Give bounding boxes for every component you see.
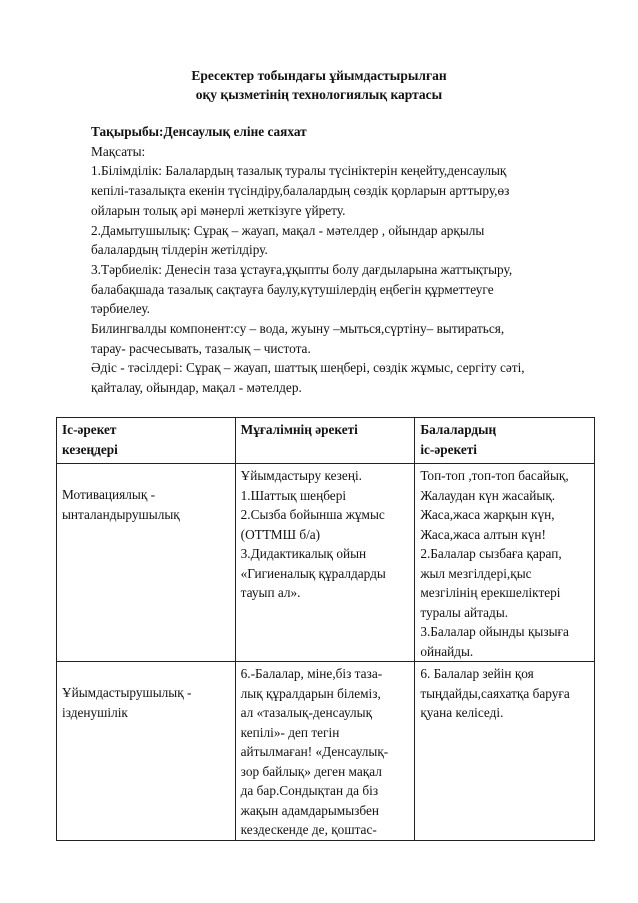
cell-line: 6.-Балалар, міне,біз таза- xyxy=(240,666,383,681)
intro-line: 2.Дамытушылық: Сұрақ – жауап, мақал - мәтелдер , ойындар арқылы xyxy=(91,222,485,238)
intro-line: балалардың тілдерін жетілдіру. xyxy=(91,242,268,258)
cell-line: Жаса,жаса алтын күн! xyxy=(420,526,546,542)
title-line-1: Ересектер тобындағы ұйымдастырылған xyxy=(191,68,447,83)
header-children-actions xyxy=(415,418,595,464)
cell-line: Ұйымдастыру кезеңі. xyxy=(240,468,362,483)
cell-line: кездескенде де, қоштас- xyxy=(240,822,377,837)
cell-line: ал «тазалық-денсаулық xyxy=(240,705,373,720)
intro-line: 1.Білімділік: Балалардың тазалық туралы түсініктерін кеңейту,денсаулық xyxy=(91,163,507,179)
cell-line: туралы айтады. xyxy=(420,604,509,620)
header-text: Мұғалімнің әрекеті xyxy=(240,422,358,437)
header-stages xyxy=(57,418,236,464)
header-text: Балалардың xyxy=(420,422,497,437)
stage-line: Мотивациялық - xyxy=(62,487,156,502)
header-text: іс-әрекеті xyxy=(420,441,477,457)
children-cell xyxy=(415,662,595,841)
intro-line: Әдіс - тәсілдері: Сұрақ – жауап, шаттық шеңбері, сөздік жұмыс, сергіту сәті, xyxy=(91,360,525,376)
stage-line: ізденушілік xyxy=(62,704,128,720)
cell-line: тыңдайды,саяхатқа баруға xyxy=(420,685,570,701)
intro-line: Билингвалды компонент:су – вода, жуыну –мыться,сүртіну– вытираться, xyxy=(91,321,505,337)
header-teacher-actions xyxy=(235,418,415,464)
intro-line: кепілі-тазалықта екенін түсіндіру,балалардың сөздік қорларын арттыру,өз xyxy=(91,183,510,199)
intro-line: балабақшада тазалық сақтауға баулу,күтушілердің еңбегін құрметтеуге xyxy=(91,281,494,297)
cell-line: зор байлық» деген мақал xyxy=(240,763,382,779)
stage-line: ынталандырушылық xyxy=(62,506,180,522)
intro-line: тарау- расчесывать, тазалық – чистота. xyxy=(91,340,311,356)
cell-line: ойнайды. xyxy=(420,643,474,659)
cell-line: Топ-топ ,топ-топ басайық, xyxy=(420,468,569,483)
cell-line: мезгілінің ерекшеліктері xyxy=(420,585,561,600)
teacher-cell xyxy=(235,662,415,841)
intro-line: 3.Тәрбиелік: Денесін таза ұстауға,ұқыпты болу дағдыларына жаттықтыру, xyxy=(91,261,513,277)
cell-line: Жалаудан күн жасайық. xyxy=(420,487,556,503)
cell-line: кепілі»- деп тегін xyxy=(240,724,340,740)
header-text: Іс-әрекет xyxy=(62,422,117,437)
cell-line: 1.Шаттық шеңбері xyxy=(240,487,347,503)
table-row xyxy=(57,464,595,662)
cell-line: (ОТТМШ б/а) xyxy=(240,526,321,542)
cell-line: тауып ал». xyxy=(240,585,301,600)
cell-line: Жаса,жаса жарқын күн, xyxy=(420,507,555,522)
cell-line: айтылмаған! «Денсаулық- xyxy=(240,744,389,759)
document-title xyxy=(0,66,638,104)
cell-line: лық құралдарын білеміз, xyxy=(240,685,381,701)
intro-line: ойларын толық әрі мәнерлі жеткізуге үйрету. xyxy=(91,202,346,218)
stage-text xyxy=(62,664,231,722)
stage-line: Ұйымдастырушылық - xyxy=(62,685,192,700)
cell-line: 2.Сызба бойынша жұмыс xyxy=(240,507,385,522)
cell-line: жыл мезгілдері,қыс xyxy=(420,565,532,581)
cell-line: 2.Балалар сызбаға қарап, xyxy=(420,546,562,561)
topic-line: Тақырыбы:Денсаулық еліне саяхат xyxy=(91,124,307,139)
intro-line: тәрбиелеу. xyxy=(91,301,150,317)
lesson-intro xyxy=(91,122,591,398)
technology-card-table xyxy=(56,417,595,841)
header-text: кезеңдері xyxy=(62,441,118,457)
title-line-2: оқу қызметінің технологиялық картасы xyxy=(195,87,443,102)
table-row xyxy=(57,662,595,841)
stage-cell xyxy=(57,662,236,841)
table-header-row xyxy=(57,418,595,464)
intro-line: қайталау, ойындар, мақал - мәтелдер. xyxy=(91,380,302,396)
stage-cell xyxy=(57,464,236,662)
cell-line: да бар.Сондықтан да біз xyxy=(240,783,379,798)
cell-line: «Гигиеналық құралдарды xyxy=(240,565,386,581)
cell-line: 3.Балалар ойынды қызыға xyxy=(420,624,569,639)
goals-heading: Мақсаты: xyxy=(91,143,146,159)
teacher-cell xyxy=(235,464,415,662)
cell-line: қуана келіседі. xyxy=(420,705,504,720)
cell-line: жақын адамдарымызбен xyxy=(240,802,380,818)
children-cell xyxy=(415,464,595,662)
stage-text xyxy=(62,466,231,524)
cell-line: 6. Балалар зейін қоя xyxy=(420,666,534,681)
cell-line: 3.Дидактикалық ойын xyxy=(240,546,367,561)
